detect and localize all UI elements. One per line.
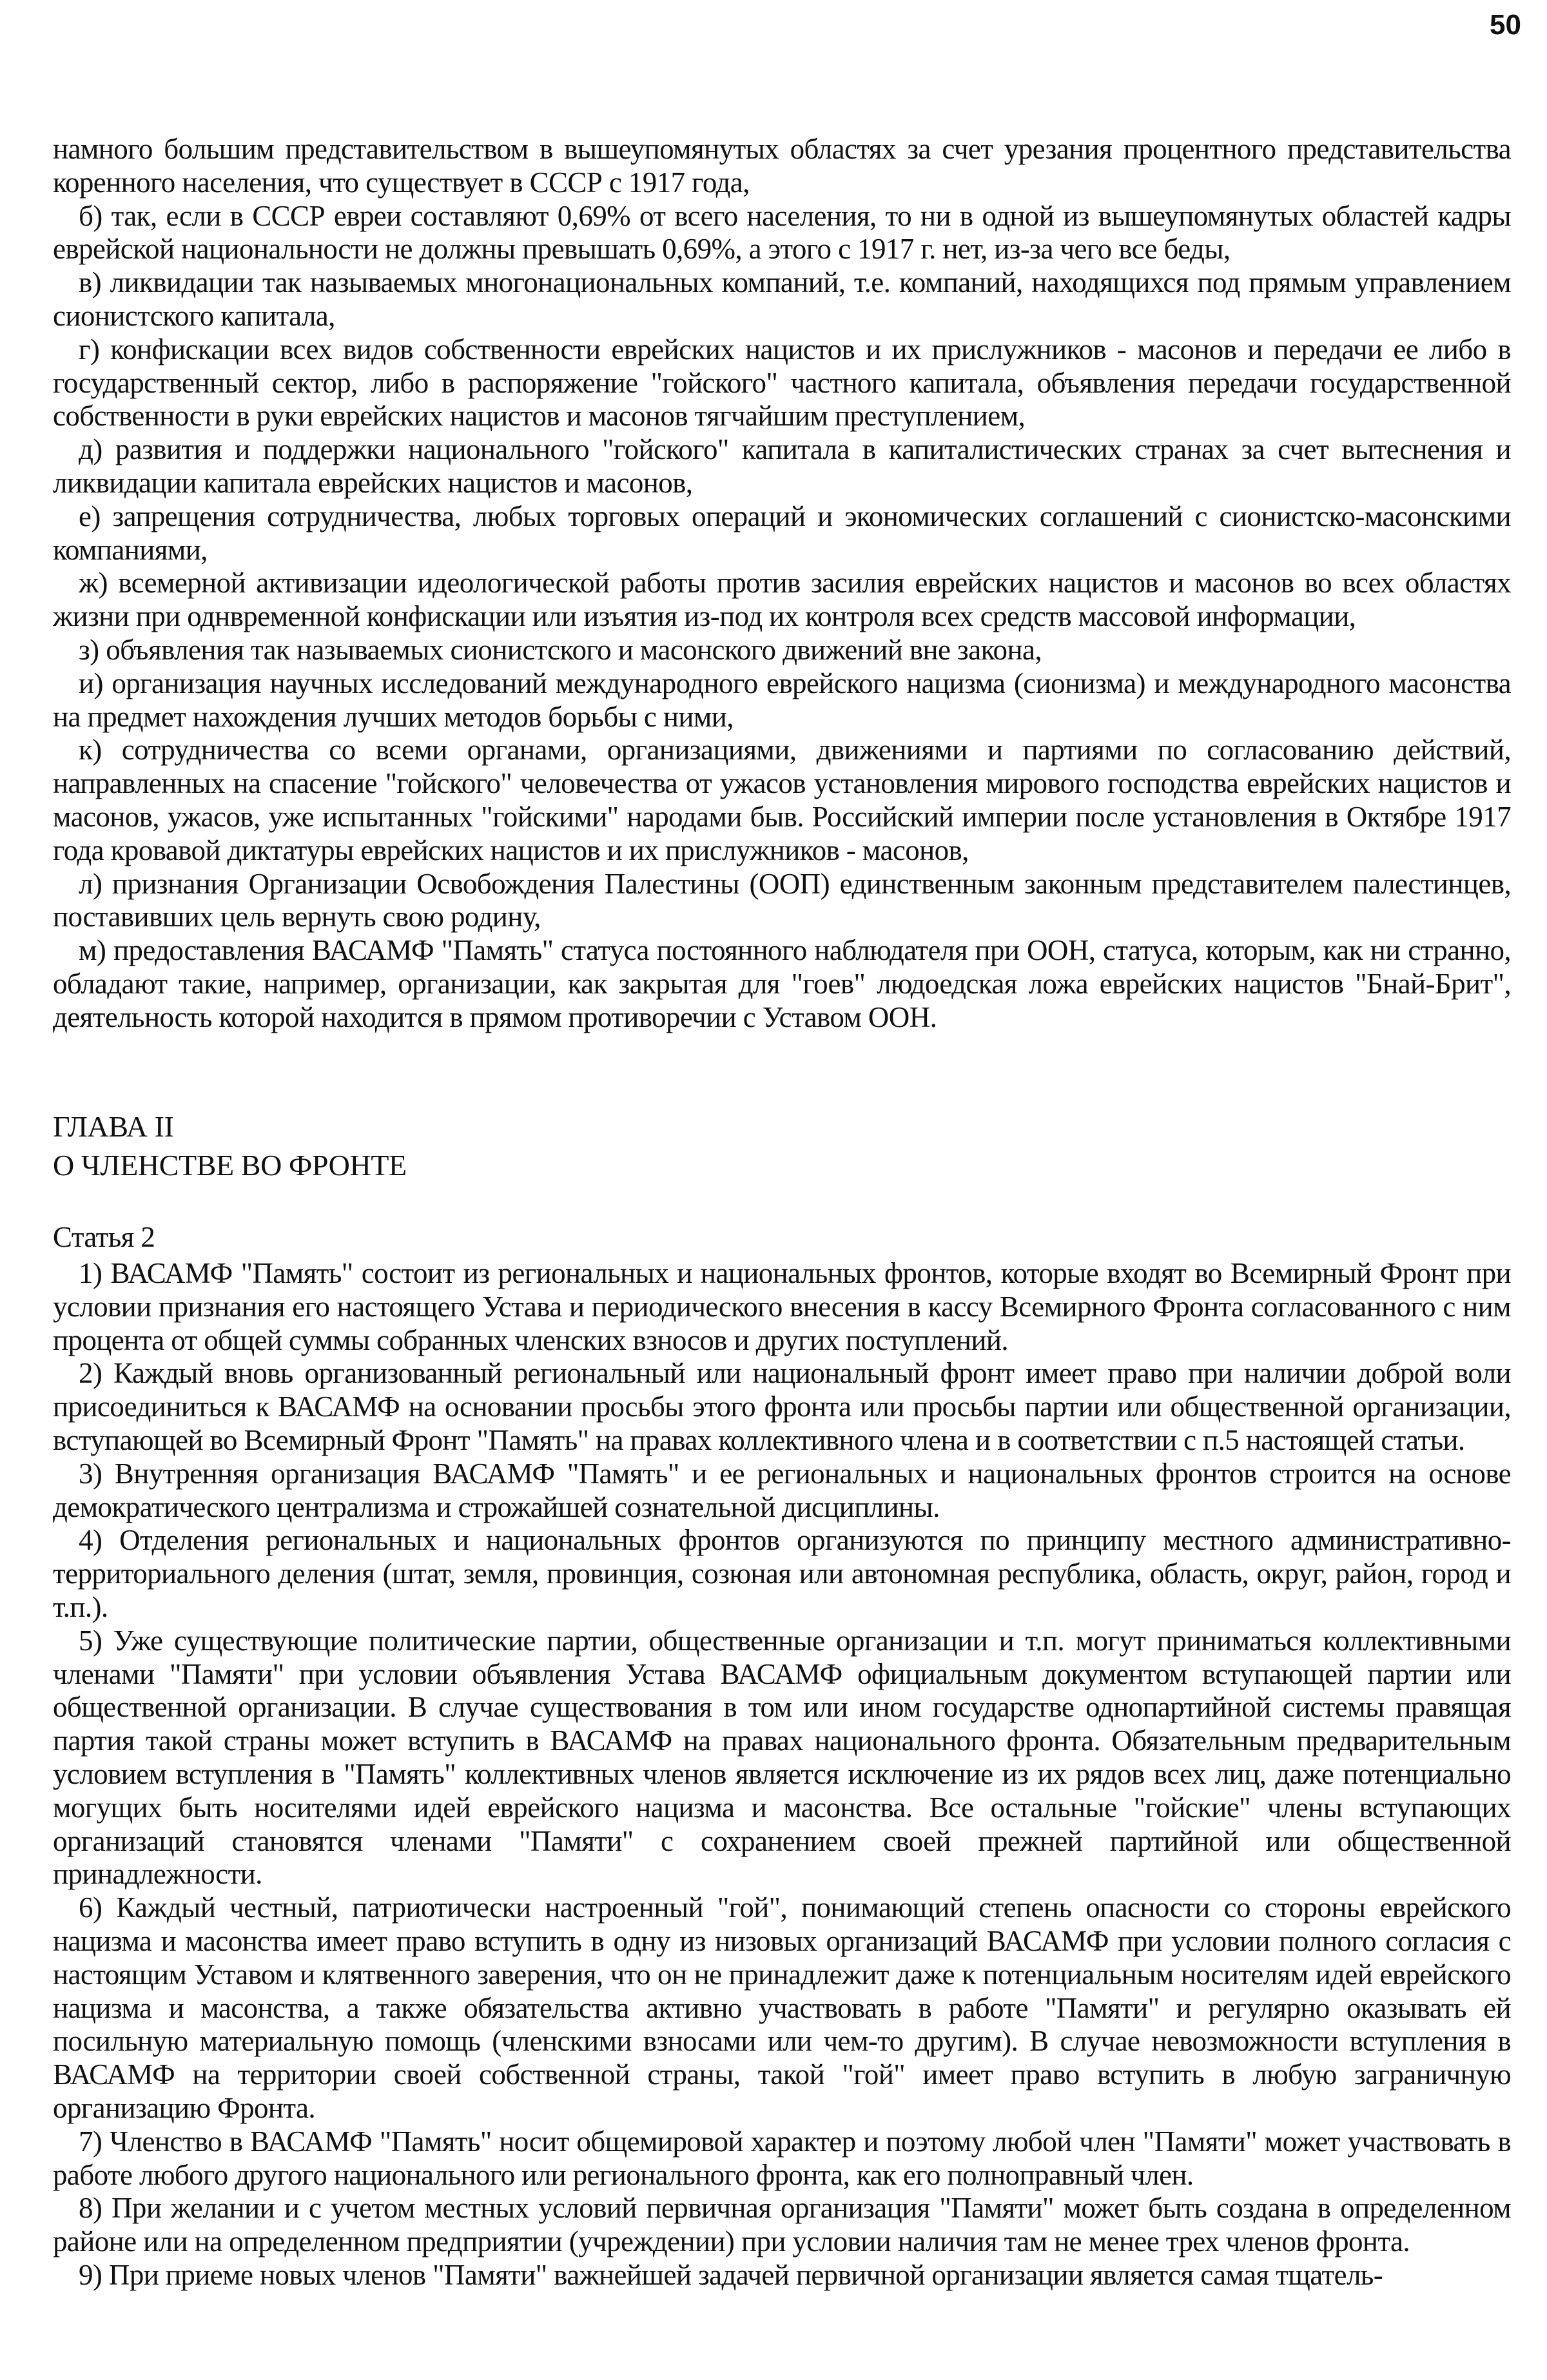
paragraph: л) признания Организации Освобождения Палестины (ООП) единственным законным представителем палестинцев, поставивших цель вернуть свою родину,	[53, 867, 1511, 933]
paragraph: 3) Внутренняя организация ВАСАМФ "Память" и ее региональных и национальных фронтов строится на основе демократического централизма и строжайшей сознательной дисциплины.	[53, 1457, 1511, 1523]
paragraph: 7) Членство в ВАСАМФ "Память" носит общемировой характер и поэтому любой член "Памяти" может участвовать в работе любого другого национального или регионального фронта, как его полноправный член.	[53, 2125, 1511, 2191]
paragraph: г) конфискации всех видов собственности еврейских нацистов и их прислужников - масонов и передачи ее либо в государственный сектор, либо в распоряжение "гойского" частного капитала, объявления передачи государственной собственности в руки еврейских нацистов и масонов тягчайшим преступлением,	[53, 333, 1511, 433]
paragraph: 5) Уже существующие политические партии, общественные организации и т.п. могут приниматься коллективными членами "Памяти" при условии объявления Устава ВАСАМФ официальным документом вступающей партии или общественной организации. В случае существования в том или ином государстве однопартийной системы правящая партия такой страны может вступить в ВАСАМФ на правах национального фронта. Обязательным предварительным условием вступления в "Память" коллективных членов является исключение из их рядов всех лиц, даже потенциально могущих быть носителями идей еврейского нацизма и масонства. Все остальные "гойские" члены вступающих организаций становятся членами "Памяти" с сохранением своей прежней партийной или общественной принадлежности.	[53, 1624, 1511, 1891]
paragraph: 6) Каждый честный, патриотически настроенный "гой", понимающий степень опасности со стороны еврейского нацизма и масонства имеет право вступить в одну из низовых организаций ВАСАМФ при условии полного согласия с настоящим Уставом и клятвенного заверения, что он не принадлежит даже к потенциальным носителям идей еврейского нацизма и масонства, а также обязательства активно участвовать в работе "Памяти" и регулярно оказывать ей посильную материальную помощь (членскими взносами или чем-то другим). В случае невозможности вступления в ВАСАМФ на территории своей собственной страны, такой "гой" имеет право вступить в любую заграничную организацию Фронта.	[53, 1891, 1511, 2124]
paragraph: д) развития и поддержки национального "гойского" капитала в капиталистических странах за счет вытеснения и ликвидации капитала еврейских нацистов и масонов,	[53, 433, 1511, 499]
paragraph: ж) всемерной активизации идеологической работы против засилия еврейских нацистов и масонов во всех областях жизни при однвременной конфискации или изъятия из-под их контроля всех средств массовой информации,	[53, 567, 1511, 633]
chapter-heading	[53, 1107, 1511, 1185]
chapter-title: О ЧЛЕНСТВЕ ВО ФРОНТЕ	[53, 1149, 407, 1182]
section-demands	[53, 133, 1511, 1035]
paragraph: к) сотрудничества со всеми органами, организациями, движениями и партиями по согласованию действий, направленных на спасение "гойского" человечества от ужасов установления мирового господства еврейских нацистов и масонов, ужасов, уже испытанных "гойскими" народами быв. Российский империи после установления в Октябре 1917 года кровавой диктатуры еврейских нацистов и их прислужников - масонов,	[53, 734, 1511, 866]
paragraph: е) запрещения сотрудничества, любых торговых операций и экономических соглашений с сионистско-масонскими компаниями,	[53, 500, 1511, 566]
chapter-label: ГЛАВА II	[53, 1110, 174, 1143]
paragraph: з) объявления так называемых сионистского и масонского движений вне закона,	[79, 633, 1042, 666]
paragraph: 9) При приеме новых членов "Памяти" важнейшей задачей первичной организации является самая тщатель-	[79, 2258, 1383, 2291]
paragraph: и) организация научных исследований международного еврейского нацизма (сионизма) и международного масонства на предмет нахождения лучших методов борьбы с ними,	[53, 667, 1511, 733]
paragraph: 8) При желании и с учетом местных условий первичная организация "Памяти" может быть создана в определенном районе или на определенном предприятии (учреждении) при условии наличия там не менее трех членов фронта.	[53, 2192, 1511, 2258]
paragraph: 4) Отделения региональных и национальных фронтов организуются по принципу местного административно-территориального деления (штат, земля, провинция, созюная или автономная республика, область, округ, район, город и т.п.).	[53, 1524, 1511, 1623]
paragraph: б) так, если в СССР евреи составляют 0,69% от всего населения, то ни в одной из вышеупомянутых областей кадры еврейской национальности не должны превышать 0,69%, а этого с 1917 г. нет, из-за чего все беды,	[53, 199, 1511, 266]
paragraph: в) ликвидации так называемых многонациональных компаний, т.е. компаний, находящихся под прямым управлением сионистского капитала,	[53, 266, 1511, 332]
page-number: 50	[1490, 9, 1521, 41]
section-membership	[53, 1257, 1511, 2292]
paragraph: 1) ВАСАМФ "Память" состоит из региональных и национальных фронтов, которые входят во Всемирный Фронт при условии признания его настоящего Устава и периодического внесения в кассу Всемирного Фронта согласованного с ним процента от общей суммы собранных членских взносов и других поступлений.	[53, 1257, 1511, 1356]
article-label: Статья 2	[53, 1221, 155, 1253]
paragraph: м) предоставления ВАСАМФ "Память" статуса постоянного наблюдателя при ООН, статуса, которым, как ни странно, обладают такие, например, организации, как закрытая для "гоев" людоедская ложа еврейских нацистов "Бнай-Брит", деятельность которой находится в прямом противоречии с Уставом ООН.	[53, 934, 1511, 1033]
paragraph: намного большим представительством в вышеупомянутых областях за счет урезания процентного представительства коренного населения, что существует в СССР с 1917 года,	[53, 133, 1511, 199]
paragraph: 2) Каждый вновь организованный региональный или национальный фронт имеет право при наличии доброй воли присоединиться к ВАСАМФ на основании просьбы этого фронта или просьбы партии или общественной организации, вступающей во Всемирный Фронт "Память" на правах коллективного члена и в соответствии с п.5 настоящей статьи.	[53, 1357, 1511, 1456]
